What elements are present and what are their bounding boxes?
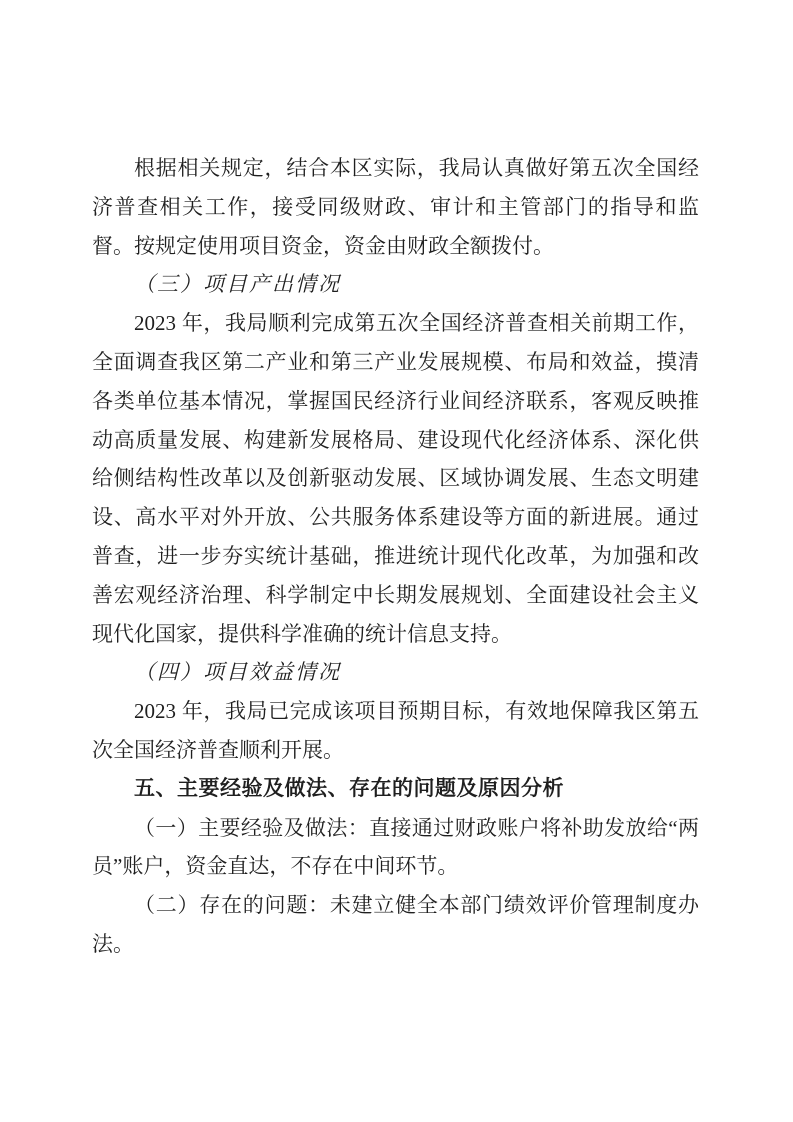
heading-project-output: （三）项目产出情况 <box>134 272 341 297</box>
para-project-benefit-detail: 2023 年，我局已完成该项目预期目标，有效地保障我区第五次全国经济普查顺利开展。 <box>92 699 699 762</box>
heading-project-benefit: （四）项目效益情况 <box>134 660 341 685</box>
para-project-output-detail: 2023 年，我局顺利完成第五次全国经济普查相关前期工作，全面调查我区第二产业和第三产业发展规模、布局和效益，摸清各类单位基本情况，掌握国民经济行业间经济联系，客观反映推动高质量发展、构建新发展格局、建设现代化经济体系、深化供给侧结构性改革以及创新驱动发展、区域协调发展、生态文明建设、高水平对外开放、公共服务体系建设等方面的新进展。通过普查，进一步夯实统计基础，推进统计现代化改革，为加强和改善宏观经济治理、科学制定中长期发展规划、全面建设社会主义现代化国家，提供科学准确的统计信息支持。 <box>92 311 699 646</box>
para-funding-management: 根据相关规定，结合本区实际，我局认真做好第五次全国经济普查相关工作，接受同级财政、审计和主管部门的指导和监督。按规定使用项目资金，资金由财政全额拨付。 <box>92 156 699 258</box>
para-existing-problems: （二）存在的问题：未建立健全本部门绩效评价管理制度办法。 <box>92 893 699 956</box>
document-body <box>92 149 699 964</box>
para-main-experience: （一）主要经验及做法：直接通过财政账户将补助发放给“两员”账户，资金直达，不存在中间环节。 <box>92 815 699 879</box>
heading-experience-and-problems: 五、主要经验及做法、存在的问题及原因分析 <box>134 776 564 800</box>
